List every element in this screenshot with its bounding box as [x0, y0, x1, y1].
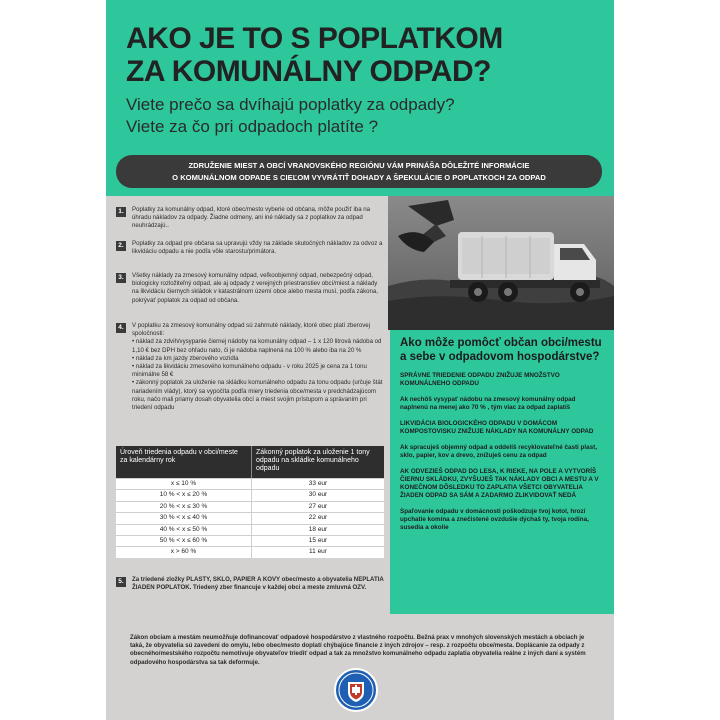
table-row [116, 489, 384, 500]
point-4-item: • náklad za zdvih/vysypanie čiernej nádoby na komunálny odpad – 1 x 120 litrová nádoba od 1,10 € bez DPH bez ohľadu nato, či je nádoba naplnená na 100 % alebo iba na 20 % [132, 338, 382, 354]
subtitle-line-1: Viete prečo sa dvíhajú poplatky za odpady? [126, 95, 455, 114]
help-box-item: AK ODVEZIEŠ ODPAD DO LESA, K RIEKE, NA POLE A VYTVORÍŠ ČIERNU SKLÁDKU, ZVYŠUJEŠ TAK NÁKLADY OBCI A MESTU A V KONEČNOM DÔSLEDKU TO ZAPLATIA VŠETCI OBYVATELIA ŽIADEN ODPAD SA SÁM A ZADARMO ZLIKVIDOVAŤ NEDÁ [400, 468, 599, 499]
table-row [116, 535, 384, 546]
table-cell-fee: 27 eur [308, 502, 328, 510]
page-title [126, 22, 606, 88]
table-header-level: Úroveň triedenia odpadu v obci/meste za kalendárny rok [116, 446, 252, 478]
help-box-item: Ak nechôš vysypať nádobu na zmesový komunálny odpad naplnenú na menej ako 70 % , tým viac za odpad zaplatíš [400, 396, 576, 411]
point-text: Za triedené zložky PLASTY, SKLO, PAPIER A KOVY obec/mesto a obyvatelia NEPLATIA ŽIADEN POPLATOK. Triedený zber financuje v každej obci a meste zmluvná OZV. [132, 576, 384, 592]
garbage-truck-photo [388, 196, 614, 330]
table-cell-level: x ≤ 10 % [116, 479, 252, 489]
help-box-item: Spaľovanie odpadu v domácnosti poškodzuje tvoj kotol, hrozí upchatie komína a znečistené ovzdušie dýchaš ty, tvoja rodina, susedia a okolie [400, 508, 589, 531]
point-4-item: • náklad za likvidáciu zmesového komunálneho odpadu - v roku 2025 je cena za 1 tonu minimálne 58 € [132, 363, 367, 379]
banner-line-2: O KOMUNÁLNOM ODPADE S CIEĽOM VYVRÁTIŤ DOHADY A ŠPEKULÁCIE O POPLATKOCH ZA ODPAD [172, 173, 546, 182]
table-cell-fee: 18 eur [308, 525, 328, 533]
point-number: 5. [116, 577, 126, 587]
title-line-2: ZA KOMUNÁLNY ODPAD? [126, 55, 491, 88]
table-cell-level: 50 % < x ≤ 60 % [116, 536, 252, 546]
coat-of-arms-icon [336, 670, 376, 710]
table-cell-level: 10 % < x ≤ 20 % [116, 490, 252, 500]
point-number: 3. [116, 273, 126, 283]
table-cell-fee: 30 eur [308, 491, 328, 499]
garbage-truck-icon [388, 196, 614, 330]
help-box-title: Ako môže pomôcť občan obci/mestu a sebe v odpadovom hospodárstve? [400, 337, 602, 363]
table-cell-fee: 33 eur [308, 480, 328, 487]
point-text: V poplatku za zmesový komunálny odpad sú zahrnuté náklady, ktoré obec platí zberovej spoločnosti: [132, 322, 371, 338]
table-cell-fee: 15 eur [308, 536, 328, 544]
point-number: 1. [116, 207, 126, 217]
fee-table [116, 446, 384, 558]
info-point-5 [116, 576, 384, 592]
table-cell-level: 40 % < x ≤ 50 % [116, 525, 252, 535]
point-text: Všetky náklady za zmesový komunálny odpad, veľkoobjemný odpad, nebezpečný odpad, biologicky rozložiteľný odpad, ale aj odpady z verejných priestranstiev obcí/miest a náklady na likvidáciu čiernych skládok v katastrálnom území obce alebo mesta musí, podľa zákona, pokrývať poplatok za odpad od občana. [132, 272, 378, 304]
help-box-item: SPRÁVNE TRIEDENIE ODPADU ZNIŽUJE MNOŽSTVO KOMUNÁLNEHO ODPADU [400, 372, 560, 387]
info-point-4 [116, 322, 384, 412]
point-4-item: • zákonný poplatok za uloženie na skládku komunálneho odpadu za tonu odpadu (určuje štát nariadením vlády), ktorý sa vypočíta podľa miery triedenia obce/mesta v predchádzajúcom roku, načo mali priamy dosah obyvatelia obcí a miest svojim prístupom a správaním pri triedení odpadu [132, 379, 383, 412]
subtitle-line-2: Viete za čo pri odpadoch platíte ? [126, 117, 379, 136]
point-text: Poplatky za komunálny odpad, ktoré obec/mesto vyberie od občana, môže použiť iba na úhradu nákladov za odpady. Žiadne odmeny, ani iné náklady sa z poplatkov za odpad neuhrádzajú.. [132, 206, 371, 230]
table-cell-level: 20 % < x ≤ 30 % [116, 502, 252, 512]
banner-line-1: ZDRUŽENIE MIEST A OBCÍ VRANOVSKÉHO REGIÓNU VÁM PRINÁŠA DÔLEŽITÉ INFORMÁCIE [188, 161, 530, 170]
table-row [116, 501, 384, 512]
table-row [116, 478, 384, 489]
info-point-2 [116, 240, 384, 256]
table-header [116, 446, 384, 478]
table-cell-fee: 11 eur [309, 548, 327, 556]
table-cell-level: x > 60 % [116, 547, 252, 557]
table-row [116, 524, 384, 535]
table-row [116, 546, 384, 557]
info-point-1 [116, 206, 384, 231]
association-seal-icon [334, 668, 378, 712]
page-subtitle [126, 94, 606, 138]
help-box-item: Ak spracuješ objemný odpad a oddelíš recyklovateľné časti plast, sklo, papier, kov a drevo, znížuješ cenu za odpad [400, 444, 598, 459]
info-point-3 [116, 272, 384, 305]
intro-banner [116, 155, 602, 188]
table-header-fee: Zákonný poplatok za uloženie 1 tony odpadu na skládke komunálneho odpadu [256, 449, 370, 473]
table-row [116, 512, 384, 523]
point-text: Poplatky za odpad pre občana sa upravujú vždy na základe skutočných nákladov za odvoz a likvidáciu odpadu a nie podľa vôle starostu/primátora. [132, 240, 383, 256]
point-number: 2. [116, 241, 126, 251]
help-box [390, 330, 614, 614]
poster [106, 0, 614, 720]
header [106, 0, 614, 196]
point-4-item: • náklad za km jazdy zberového vozidla [132, 354, 239, 362]
table-cell-fee: 22 eur [308, 514, 328, 522]
table-cell-level: 30 % < x ≤ 40 % [116, 513, 252, 523]
title-line-1: AKO JE TO S POPLATKOM [126, 22, 503, 55]
point-number: 4. [116, 323, 126, 333]
footer-note: Zákon obciam a mestám neumožňuje dofinancovať odpadové hospodárstvo z vlastného rozpočtu. Bežná prax v mnohých slovenských mestách a obciach je taká, že obyvatelia sú zavedení do omylu, lebo obec/mesto doplatí chýbajúce financie z iných zdrojov – resp. z rozpočtu obce/mesta. Doplácanie za odpady z obecného/mestského rozpočtu nemotivuje obyvateľov triediť odpad a tak za množstvo komunálneho odpadu zaplatia obyvatelia reálne z iných daní a systém odpadového hospodárstva sa tak deformuje. [130, 634, 586, 666]
help-box-item: LIKVIDÁCIA BIOLOGICKÉHO ODPADU V DOMÁCOM KOMPOSTOVISKU ZNIŽUJE NÁKLADY NA KOMUNÁLNY ODPAD [400, 420, 594, 435]
